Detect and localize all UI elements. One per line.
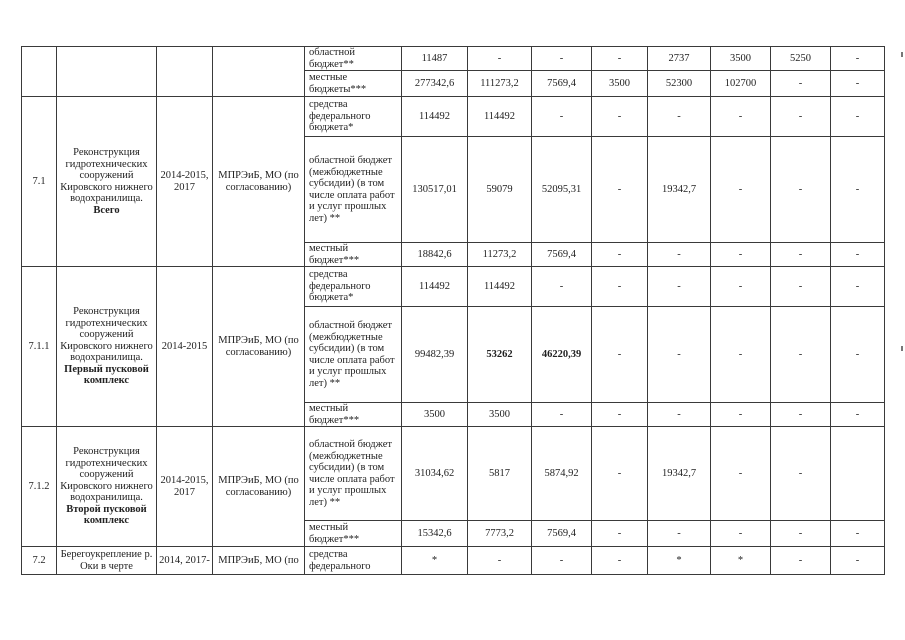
funding-source: областной бюджет (межбюджетные субсидии) (в том числе оплата работ и услуг прошлых лет) ** [305,427,402,521]
value-cell: 31034,62 [402,427,468,521]
item-executor: МПРЭиБ, МО (по [213,547,305,575]
value-cell: - [771,307,831,403]
value-cell: - [592,137,648,243]
value-cell: - [648,97,711,137]
value-cell: 3500 [468,403,532,427]
value-cell: 2737 [648,47,711,71]
value-cell: 114492 [402,97,468,137]
value-cell: - [831,521,885,547]
funding-source: местные бюджеты*** [305,71,402,97]
value-cell: - [711,521,771,547]
value-cell: - [831,243,885,267]
value-cell: - [831,137,885,243]
value-cell: - [592,547,648,575]
item-name-text: Реконструкция гидротехнических сооружений Кировского нижнего водохранилища. [60,446,153,504]
item-period [157,47,213,97]
value-cell: 18842,6 [402,243,468,267]
funding-source: местный бюджет*** [305,403,402,427]
funding-source: местный бюджет*** [305,521,402,547]
value-cell: - [592,427,648,521]
item-period: 2014-2015, 2017 [157,97,213,267]
value-cell: 46220,39 [532,307,592,403]
item-name [57,47,157,97]
value-cell: - [831,267,885,307]
scan-mark [901,346,903,351]
funding-source: средства федерального [305,547,402,575]
value-cell: 114492 [468,267,532,307]
value-cell: - [468,47,532,71]
table-row [22,47,885,71]
budget-table [21,46,885,575]
value-cell: - [711,427,771,521]
value-cell: - [468,547,532,575]
value-cell: - [711,307,771,403]
value-cell: - [592,243,648,267]
value-cell: 102700 [711,71,771,97]
funding-source: средства федерального бюджета* [305,97,402,137]
value-cell: - [831,307,885,403]
table-row [22,97,885,137]
value-cell: 15342,6 [402,521,468,547]
value-cell: - [648,267,711,307]
scan-mark [901,52,903,57]
table-row [22,267,885,307]
item-executor: МПРЭиБ, МО (по согласованию) [213,427,305,547]
value-cell: 5250 [771,47,831,71]
value-cell: 3500 [402,403,468,427]
item-name [57,267,157,427]
value-cell: - [831,403,885,427]
value-cell: - [648,243,711,267]
value-cell: - [771,521,831,547]
item-name-bold: Второй пусковой комплекс [66,503,147,527]
value-cell: * [711,547,771,575]
funding-source: средства федерального бюджета* [305,267,402,307]
value-cell: 7773,2 [468,521,532,547]
table-row [22,547,885,575]
value-cell: - [592,267,648,307]
value-cell: - [711,97,771,137]
value-cell: - [771,427,831,521]
item-number: 7.1.2 [22,427,57,547]
item-name [57,427,157,547]
value-cell: - [648,403,711,427]
value-cell: - [771,403,831,427]
value-cell: - [532,403,592,427]
value-cell: - [532,47,592,71]
table-row [22,427,885,521]
value-cell: - [592,97,648,137]
funding-source: местный бюджет*** [305,243,402,267]
value-cell: 19342,7 [648,137,711,243]
value-cell: 114492 [468,97,532,137]
value-cell: 5874,92 [532,427,592,521]
value-cell: 99482,39 [402,307,468,403]
value-cell: 52095,31 [532,137,592,243]
value-cell: 277342,6 [402,71,468,97]
value-cell: 59079 [468,137,532,243]
value-cell: - [771,137,831,243]
value-cell: - [532,547,592,575]
value-cell: - [711,267,771,307]
item-name-text: Реконструкция гидротехнических сооружений Кировского нижнего водохранилища. [60,306,153,364]
value-cell: 7569,4 [532,71,592,97]
item-executor [213,47,305,97]
value-cell: 11273,2 [468,243,532,267]
item-name-text: Берегоукрепление р. Оки в черте [60,549,153,572]
value-cell: 3500 [711,47,771,71]
value-cell: - [648,521,711,547]
value-cell: - [831,97,885,137]
value-cell: 111273,2 [468,71,532,97]
value-cell: - [711,137,771,243]
value-cell: - [771,97,831,137]
value-cell: 130517,01 [402,137,468,243]
item-executor: МПРЭиБ, МО (по согласованию) [213,267,305,427]
item-number: 7.2 [22,547,57,575]
item-period: 2014-2015, 2017 [157,427,213,547]
value-cell: 7569,4 [532,243,592,267]
value-cell: - [831,547,885,575]
item-number: 7.1 [22,97,57,267]
value-cell: - [592,307,648,403]
value-cell: * [402,547,468,575]
item-name [57,97,157,267]
value-cell: 53262 [468,307,532,403]
funding-source: областной бюджет** [305,47,402,71]
value-cell: - [592,47,648,71]
item-period: 2014-2015 [157,267,213,427]
value-cell: * [648,547,711,575]
funding-source: областной бюджет (межбюджетные субсидии) (в том числе оплата работ и услуг прошлых лет) ** [305,307,402,403]
value-cell: - [771,243,831,267]
item-executor: МПРЭиБ, МО (по согласованию) [213,97,305,267]
value-cell: 7569,4 [532,521,592,547]
value-cell: 3500 [592,71,648,97]
value-cell: 5817 [468,427,532,521]
funding-source: областной бюджет (межбюджетные субсидии) (в том числе оплата работ и услуг прошлых лет) ** [305,137,402,243]
value-cell: 19342,7 [648,427,711,521]
value-cell: - [592,403,648,427]
value-cell: - [831,47,885,71]
value-cell: - [532,97,592,137]
item-period: 2014, 2017- [157,547,213,575]
value-cell: 52300 [648,71,711,97]
value-cell: 11487 [402,47,468,71]
value-cell [831,427,885,521]
item-name-text: Реконструкция гидротехнических сооружений Кировского нижнего водохранилища. [60,147,153,204]
value-cell: - [711,403,771,427]
item-number: 7.1.1 [22,267,57,427]
item-name-bold: Всего [93,204,120,216]
item-name-bold: Первый пусковой комплекс [64,363,149,387]
value-cell: - [831,71,885,97]
value-cell: - [592,521,648,547]
value-cell: - [648,307,711,403]
value-cell: - [771,267,831,307]
item-number [22,47,57,97]
value-cell: - [771,71,831,97]
value-cell: - [711,243,771,267]
value-cell: - [771,547,831,575]
value-cell: - [532,267,592,307]
item-name [57,547,157,575]
value-cell: 114492 [402,267,468,307]
